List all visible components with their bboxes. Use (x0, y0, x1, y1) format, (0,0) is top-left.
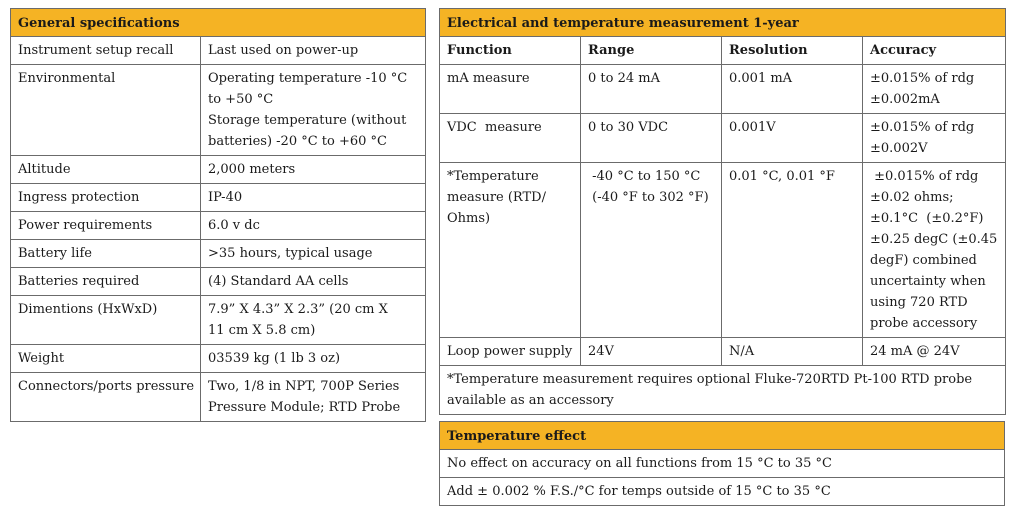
cell-text-line: batteries) -20 °C to +60 °C (208, 134, 387, 149)
cell-text-line: 03539 kg (1 lb 3 oz) (208, 351, 341, 366)
spec-value (201, 65, 426, 156)
cell-text-line: Batteries required (18, 274, 140, 289)
temperature-footnote (440, 366, 1006, 415)
general-specifications-table (10, 8, 426, 422)
function-cell (440, 338, 581, 366)
accuracy-cell (863, 163, 1006, 338)
spec-label (11, 268, 201, 296)
cell-text-line: ±0.25 degC (±0.45 (870, 232, 998, 247)
temperature-effect-row: No effect on accuracy on all functions from 15 °C to 35 °C (440, 450, 1005, 478)
electrical-measurement-table (439, 8, 1006, 415)
cell-text-line: *Temperature measurement requires optional Fluke-720RTD Pt-100 RTD probe (447, 372, 973, 387)
function-cell (440, 163, 581, 338)
table-row (11, 184, 426, 212)
cell-text-line: (4) Standard AA cells (208, 274, 349, 289)
resolution-cell (722, 114, 863, 163)
spec-value (201, 212, 426, 240)
spec-value (201, 345, 426, 373)
cell-text-line: mA measure (447, 71, 530, 86)
table-row (440, 478, 1005, 506)
cell-text-line: 0.001 mA (729, 71, 793, 86)
cell-text-line: 24 mA @ 24V (870, 344, 960, 359)
cell-text-line: ±0.015% of rdg (870, 120, 975, 135)
table-row (440, 65, 1006, 114)
spec-value (201, 37, 426, 65)
cell-text-line: (-40 °F to 302 °F) (588, 190, 709, 205)
table-row (11, 373, 426, 422)
cell-text-line: 24V (588, 344, 614, 359)
cell-text-line: N/A (729, 344, 755, 359)
cell-text-line: Operating temperature -10 °C (208, 71, 408, 86)
spec-label (11, 296, 201, 345)
spec-label (11, 212, 201, 240)
cell-text-line: measure (RTD/ (447, 190, 546, 205)
resolution-cell (722, 338, 863, 366)
table-row (440, 450, 1005, 478)
spec-label (11, 156, 201, 184)
range-cell (581, 65, 722, 114)
cell-text-line: 0 to 30 VDC (588, 120, 669, 135)
accuracy-cell (863, 65, 1006, 114)
spec-value (201, 373, 426, 422)
general-specifications-title: General specifications (11, 9, 426, 37)
table-row (11, 268, 426, 296)
cell-text-line: ±0.1°C (±0.2°F) (870, 211, 984, 226)
spec-label (11, 65, 201, 156)
table-row (11, 37, 426, 65)
table-row (11, 65, 426, 156)
resolution-cell (722, 163, 863, 338)
cell-text-line: probe accessory (870, 316, 978, 331)
cell-text-line: Power requirements (18, 218, 153, 233)
table-row (11, 240, 426, 268)
cell-text-line: Last used on power-up (208, 43, 359, 58)
cell-text-line: ±0.015% of rdg (870, 71, 975, 86)
cell-text-line: Connectors/ports pressure (18, 379, 195, 394)
cell-text-line: *Temperature (447, 169, 539, 184)
cell-text-line: ±0.02 ohms; (870, 190, 954, 205)
temperature-effect-row: Add ± 0.002 % F.S./°C for temps outside of 15 °C to 35 °C (440, 478, 1005, 506)
column-header-accuracy: Accuracy (863, 37, 1006, 65)
cell-text-line: 0.01 °C, 0.01 °F (729, 169, 835, 184)
cell-text-line: Storage temperature (without (208, 113, 407, 128)
temperature-effect-title: Temperature effect (440, 422, 1005, 450)
table-row (11, 345, 426, 373)
accuracy-cell (863, 114, 1006, 163)
column-header-function: Function (440, 37, 581, 65)
cell-text-line: 2,000 meters (208, 162, 296, 177)
cell-text-line: 6.0 v dc (208, 218, 260, 233)
cell-text-line: Loop power supply (447, 344, 573, 359)
spec-value (201, 184, 426, 212)
accuracy-cell (863, 338, 1006, 366)
cell-text-line: Weight (18, 351, 65, 366)
cell-text-line: 7.9” X 4.3” X 2.3” (20 cm X (208, 302, 388, 317)
cell-text-line: 0 to 24 mA (588, 71, 660, 86)
cell-text-line: Altitude (18, 162, 71, 177)
spec-value (201, 268, 426, 296)
cell-text-line: uncertainty when (870, 274, 986, 289)
table-row (440, 163, 1006, 338)
range-cell (581, 338, 722, 366)
cell-text-line: to +50 °C (208, 92, 274, 107)
column-header-resolution: Resolution (722, 37, 863, 65)
cell-text-line: IP-40 (208, 190, 243, 205)
cell-text-line: Dimentions (HxWxD) (18, 302, 158, 317)
electrical-measurement-title: Electrical and temperature measurement 1-year (440, 9, 1006, 37)
table-row (440, 338, 1006, 366)
cell-text-line: available as an accessory (447, 393, 614, 408)
cell-text-line: Ingress protection (18, 190, 140, 205)
cell-text-line: ±0.015% of rdg (870, 169, 979, 184)
footnote-row (440, 366, 1006, 415)
cell-text-line: Environmental (18, 71, 116, 86)
cell-text-line: ±0.002V (870, 141, 928, 156)
cell-text-line: Two, 1/8 in NPT, 700P Series (208, 379, 400, 394)
temperature-effect-table (439, 421, 1005, 506)
spec-label (11, 373, 201, 422)
spec-value (201, 296, 426, 345)
table-row (11, 296, 426, 345)
cell-text-line: -40 °C to 150 °C (588, 169, 701, 184)
cell-text-line: Instrument setup recall (18, 43, 174, 58)
cell-text-line: VDC measure (447, 120, 542, 135)
electrical-header-row (440, 37, 1006, 65)
function-cell (440, 65, 581, 114)
spec-label (11, 37, 201, 65)
cell-text-line: 0.001V (729, 120, 776, 135)
cell-text-line: ±0.002mA (870, 92, 940, 107)
function-cell (440, 114, 581, 163)
cell-text-line: Pressure Module; RTD Probe (208, 400, 401, 415)
column-header-range: Range (581, 37, 722, 65)
range-cell (581, 163, 722, 338)
spec-value (201, 240, 426, 268)
cell-text-line: degF) combined (870, 253, 977, 268)
cell-text-line: 11 cm X 5.8 cm) (208, 323, 316, 338)
spec-label (11, 184, 201, 212)
spec-label (11, 240, 201, 268)
cell-text-line: using 720 RTD (870, 295, 968, 310)
cell-text-line: Ohms) (447, 211, 491, 226)
range-cell (581, 114, 722, 163)
spec-label (11, 345, 201, 373)
table-row (11, 156, 426, 184)
table-row (440, 114, 1006, 163)
resolution-cell (722, 65, 863, 114)
cell-text-line: >35 hours, typical usage (208, 246, 373, 261)
cell-text-line: Battery life (18, 246, 92, 261)
table-row (11, 212, 426, 240)
spec-value (201, 156, 426, 184)
